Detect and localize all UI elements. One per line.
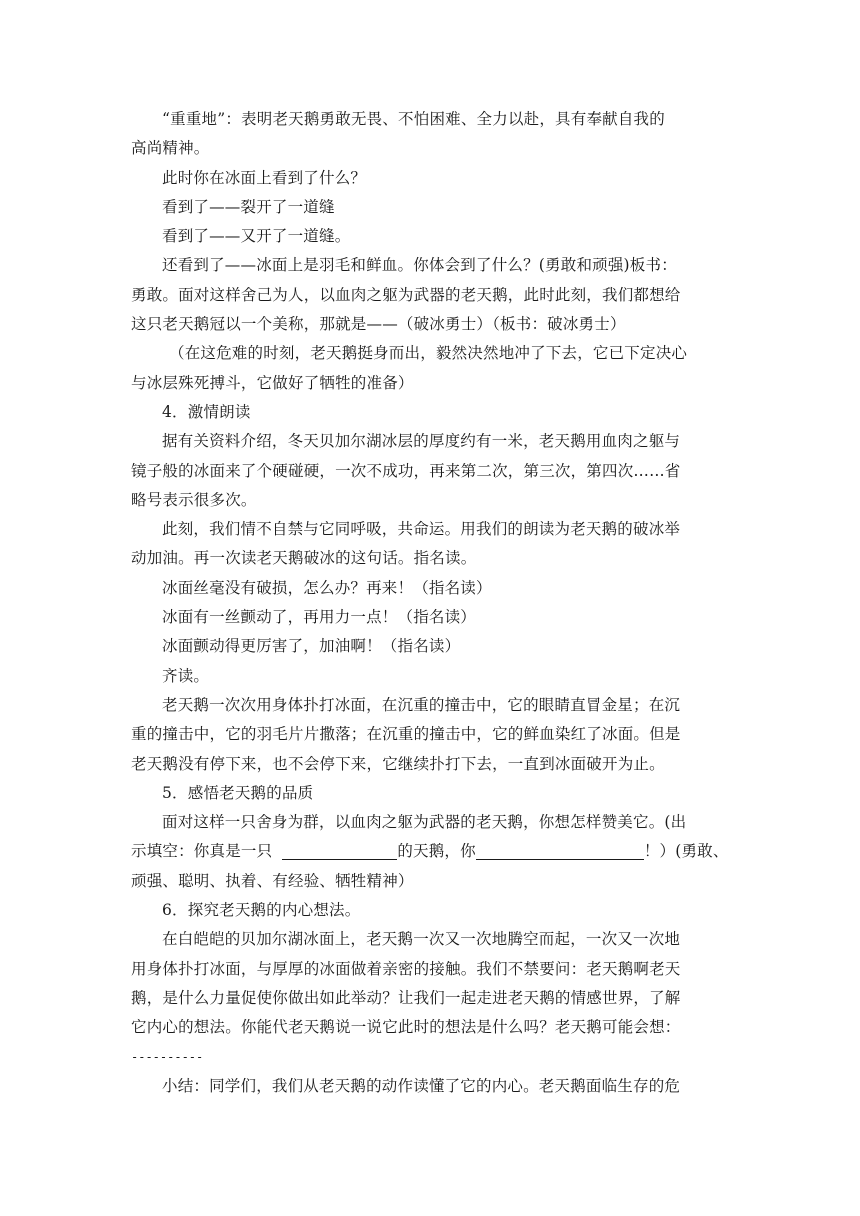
paragraph-line: 与冰层殊死搏斗，它做好了牺牲的准备） [131, 373, 414, 392]
answer-blank [282, 841, 397, 860]
paragraph-line: 冰面颤动得更厉害了，加油啊！（指名读） [162, 637, 461, 656]
paragraph-line: 此刻，我们情不自禁与它同呼吸，共命运。用我们的朗读为老天鹅的破冰举 [162, 520, 681, 539]
paragraph-line: 冰面丝毫没有破损，怎么办？再来！（指名读） [162, 578, 492, 597]
paragraph-line: （在这危难的时刻，老天鹅挺身而出，毅然决然地冲了下去，它已下定决心 [169, 344, 688, 363]
paragraph-line: 看到了——裂开了一道缝 [162, 197, 335, 216]
paragraph-line: 在白皑皑的贝加尔湖冰面上，老天鹅一次又一次地腾空而起，一次又一次地 [162, 930, 681, 949]
paragraph-line: 此时你在冰面上看到了什么？ [162, 168, 367, 187]
paragraph-line: 略号表示很多次。 [131, 490, 257, 509]
fill-in-suffix: ！）(勇敢、 [643, 842, 729, 861]
paragraph-line: 面对这样一只舍身为群，以血肉之躯为武器的老天鹅，你想怎样赞美它。(出 [162, 813, 687, 832]
dash-separator: ---------- [131, 1049, 204, 1064]
paragraph-line: 老天鹅没有停下来，也不会停下来，它继续扑打下去，一直到冰面破开为止。 [131, 754, 665, 773]
paragraph-line: 镜子般的冰面来了个硬碰硬，一次不成功，再来第二次，第三次，第四次……省 [131, 461, 681, 480]
fill-in-middle: 的天鹅，你 [397, 842, 476, 861]
paragraph-line: 重的撞击中，它的羽毛片片撒落；在沉重的撞击中，它的鲜血染红了冰面。但是 [131, 725, 681, 744]
section-heading: 5．感悟老天鹅的品质 [162, 783, 314, 802]
paragraph-line: 据有关资料介绍，冬天贝加尔湖冰层的厚度约有一米，老天鹅用血肉之躯与 [162, 432, 681, 451]
paragraph-line: 勇敢。面对这样舍己为人，以血肉之躯为武器的老天鹅，此时此刻，我们都想给 [131, 285, 681, 304]
paragraph-line: 鹅，是什么力量促使你做出如此举动？让我们一起走进老天鹅的情感世界，了解 [131, 988, 681, 1007]
paragraph-line: 老天鹅一次次用身体扑打冰面，在沉重的撞击中，它的眼睛直冒金星；在沉 [162, 695, 681, 714]
paragraph-line: 它内心的想法。你能代老天鹅说一说它此时的想法是什么吗？老天鹅可能会想： [131, 1018, 681, 1037]
paragraph-line: 小结：同学们，我们从老天鹅的动作读懂了它的内心。老天鹅面临生存的危 [162, 1076, 681, 1095]
paragraph-line: “重重地”：表明老天鹅勇敢无畏、不怕困难、全力以赴，具有奉献自我的 [162, 110, 665, 128]
paragraph-line: 用身体扑打冰面，与厚厚的冰面做着亲密的接触。我们不禁要问：老天鹅啊老天 [131, 959, 681, 978]
fill-in-blank-line [131, 837, 733, 866]
paragraph-line: 这只老天鹅冠以一个美称，那就是——（破冰勇士）（板书：破冰勇士） [131, 315, 626, 334]
paragraph-line: 还看到了——冰面上是羽毛和鲜血。你体会到了什么？(勇敢和顽强)板书： [162, 256, 677, 275]
answer-blank [476, 841, 644, 860]
paragraph-line: 高尚精神。 [131, 139, 210, 158]
section-heading: 4．激情朗读 [162, 402, 251, 421]
paragraph-line: 顽强、聪明、执着、有经验、牺牲精神） [131, 871, 414, 890]
paragraph-line: 齐读。 [162, 666, 210, 685]
paragraph-line: 动加油。再一次读老天鹅破冰的这句话。指名读。 [131, 549, 477, 568]
section-heading: 6．探究老天鹅的内心想法。 [162, 901, 361, 920]
fill-in-prefix: 示填空：你真是一只 [131, 842, 273, 861]
document-body [131, 105, 733, 1101]
paragraph-line: 看到了——又开了一道缝。 [162, 227, 351, 246]
paragraph-line: 冰面有一丝颤动了，再用力一点！（指名读） [162, 608, 477, 627]
